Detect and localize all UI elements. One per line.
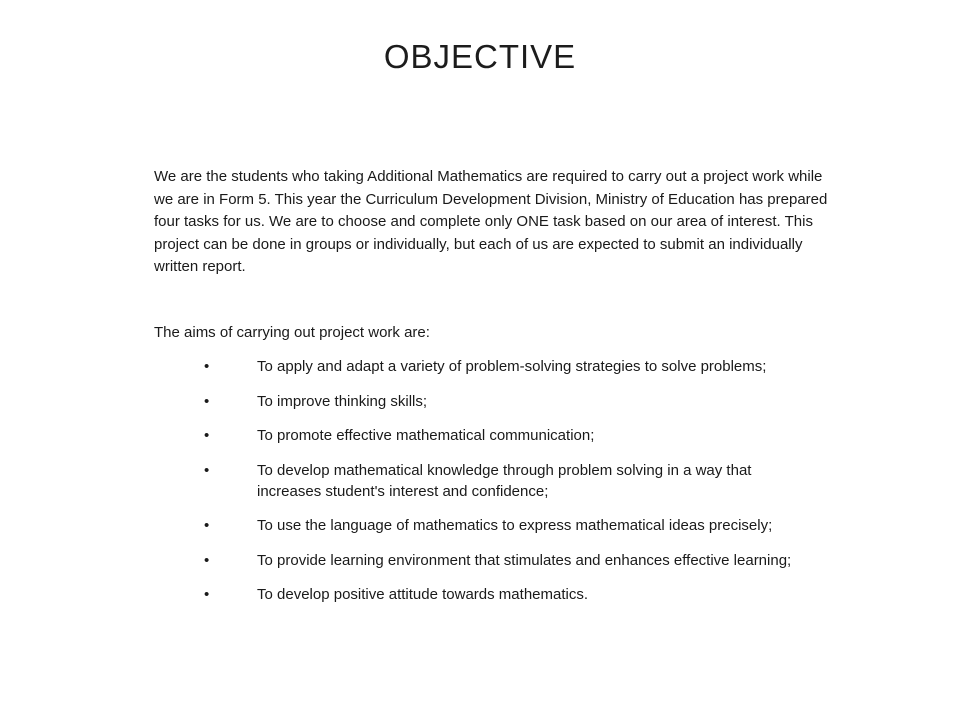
bullet-icon: • (204, 586, 210, 603)
aims-list (0, 356, 960, 619)
aim-item (0, 550, 817, 571)
intro-paragraph: We are the students who taking Additional Mathematics are required to carry out a project work while we are in Form 5. This year the Curriculum Development Division, Ministry of Education has prepared four tasks for us. We are to choose and complete only ONE task based on our area of interest. This project can be done in groups or individually, but each of us are expected to submit an individually written report. (154, 168, 828, 275)
bullet-icon: • (204, 358, 210, 375)
bullet-icon: • (204, 517, 210, 534)
bullet-icon: • (204, 427, 210, 444)
aim-item (0, 391, 817, 412)
aim-text: To provide learning environment that stimulates and enhances effective learning; (257, 551, 792, 569)
slide-title: OBJECTIVE (383, 38, 577, 75)
bullet-icon: • (204, 392, 210, 410)
aim-item (0, 425, 817, 446)
bullet-icon: • (204, 461, 210, 479)
aim-text: To develop positive attitude towards mathematics. (257, 586, 589, 603)
aims-heading: The aims of carrying out project work are: (154, 324, 430, 341)
aim-item (0, 460, 817, 502)
aim-item (0, 356, 817, 377)
aim-text: To promote effective mathematical communication; (257, 427, 595, 444)
aim-text: To improve thinking skills; (257, 392, 428, 410)
aim-text: To apply and adapt a variety of problem-solving strategies to solve problems; (257, 358, 767, 375)
aim-item (0, 584, 817, 605)
aim-item (0, 515, 817, 536)
aim-text: To use the language of mathematics to express mathematical ideas precisely; (257, 517, 773, 534)
bullet-icon: • (204, 551, 210, 569)
aim-text: To develop mathematical knowledge through problem solving in a way that increases student's interest and confidence; (257, 461, 752, 500)
